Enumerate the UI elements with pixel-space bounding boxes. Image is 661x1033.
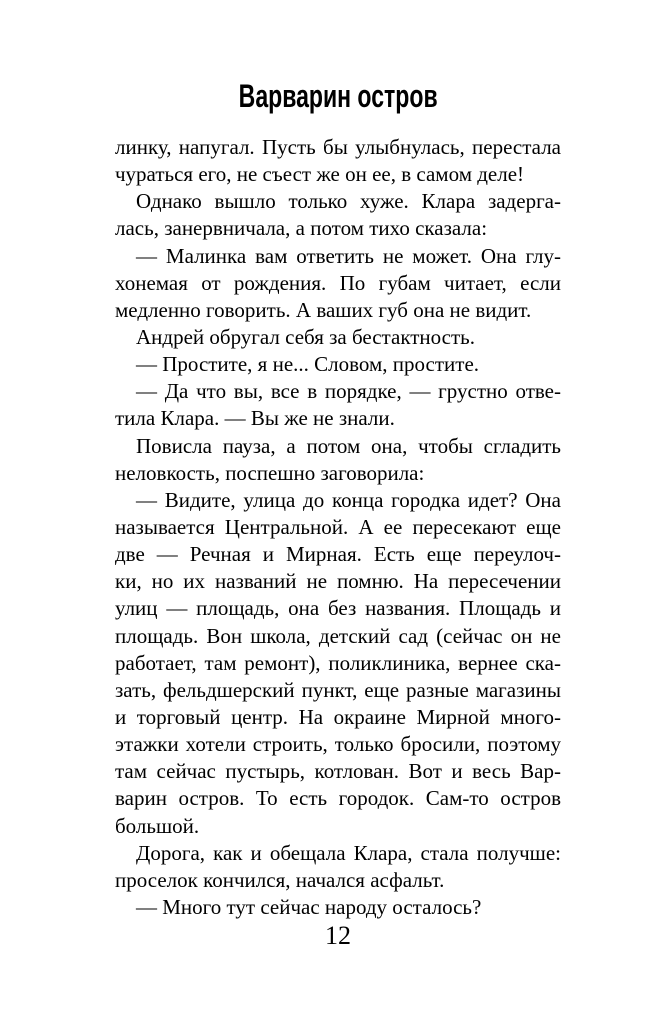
text-line: две — Речная и Мирная. Есть еще переулоч- bbox=[115, 542, 561, 567]
text-line: проселок кончился, начался асфальт. bbox=[115, 867, 445, 892]
text-line: работает, там ремонт), поликлиника, вернее ска- bbox=[115, 650, 561, 675]
text-line: Однако вышло только хуже. Клара задерга- bbox=[136, 189, 561, 214]
text-line: улиц — площадь, она без названия. Площадь и bbox=[115, 596, 561, 621]
text-line: неловкость, поспешно заговорила: bbox=[115, 460, 425, 485]
text-line: линку, напугал. Пусть бы улыбнулась, перестала bbox=[115, 135, 561, 159]
text-line: лась, занервничала, а потом тихо сказала: bbox=[115, 216, 488, 241]
text-line: — Малинка вам ответить не может. Она глу- bbox=[136, 243, 561, 268]
text-line: Повисла пауза, а потом она, чтобы сгладить bbox=[136, 433, 561, 458]
text-line: и торговый центр. На окраине Мирной много- bbox=[115, 704, 561, 729]
chapter-title-row bbox=[115, 80, 561, 112]
text-line: Андрей обругал себя за бестактность. bbox=[136, 324, 476, 349]
chapter-title: Варварин остров bbox=[238, 78, 438, 114]
text-line: называется Центральной. А ее пересекают еще bbox=[115, 514, 561, 539]
text-line: большой. bbox=[115, 813, 200, 838]
body-text bbox=[115, 134, 561, 921]
text-line: чураться его, не съест же он ее, в самом деле! bbox=[115, 162, 525, 187]
text-line: — Много тут сейчас народу осталось? bbox=[136, 894, 482, 919]
text-line: варин остров. То есть городок. Сам-то остров bbox=[115, 786, 561, 811]
text-line: Дорога, как и обещала Клара, стала получше: bbox=[136, 840, 561, 865]
text-line: — Видите, улица до конца городка идет? Она bbox=[136, 487, 561, 512]
text-line: площадь. Вон школа, детский сад (сейчас он не bbox=[115, 623, 561, 648]
text-line: — Простите, я не... Словом, простите. bbox=[136, 352, 480, 377]
text-line: ки, но их названий не помню. На пересечении bbox=[115, 569, 561, 594]
text-line: хонемая от рождения. По губам читает, если bbox=[115, 270, 561, 295]
text-line: зать, фельдшерский пункт, еще разные магазины bbox=[115, 677, 561, 702]
text-line: — Да что вы, все в порядке, — грустно отве- bbox=[136, 379, 561, 404]
page-number: 12 bbox=[325, 921, 351, 950]
text-line: тила Клара. — Вы же не знали. bbox=[115, 406, 395, 431]
text-line: этажки хотели строить, только бросили, поэтому bbox=[115, 732, 561, 757]
text-line: там сейчас пустырь, котлован. Вот и весь Вар- bbox=[115, 759, 561, 784]
text-line: медленно говорить. А ваших губ она не видит. bbox=[115, 297, 532, 322]
